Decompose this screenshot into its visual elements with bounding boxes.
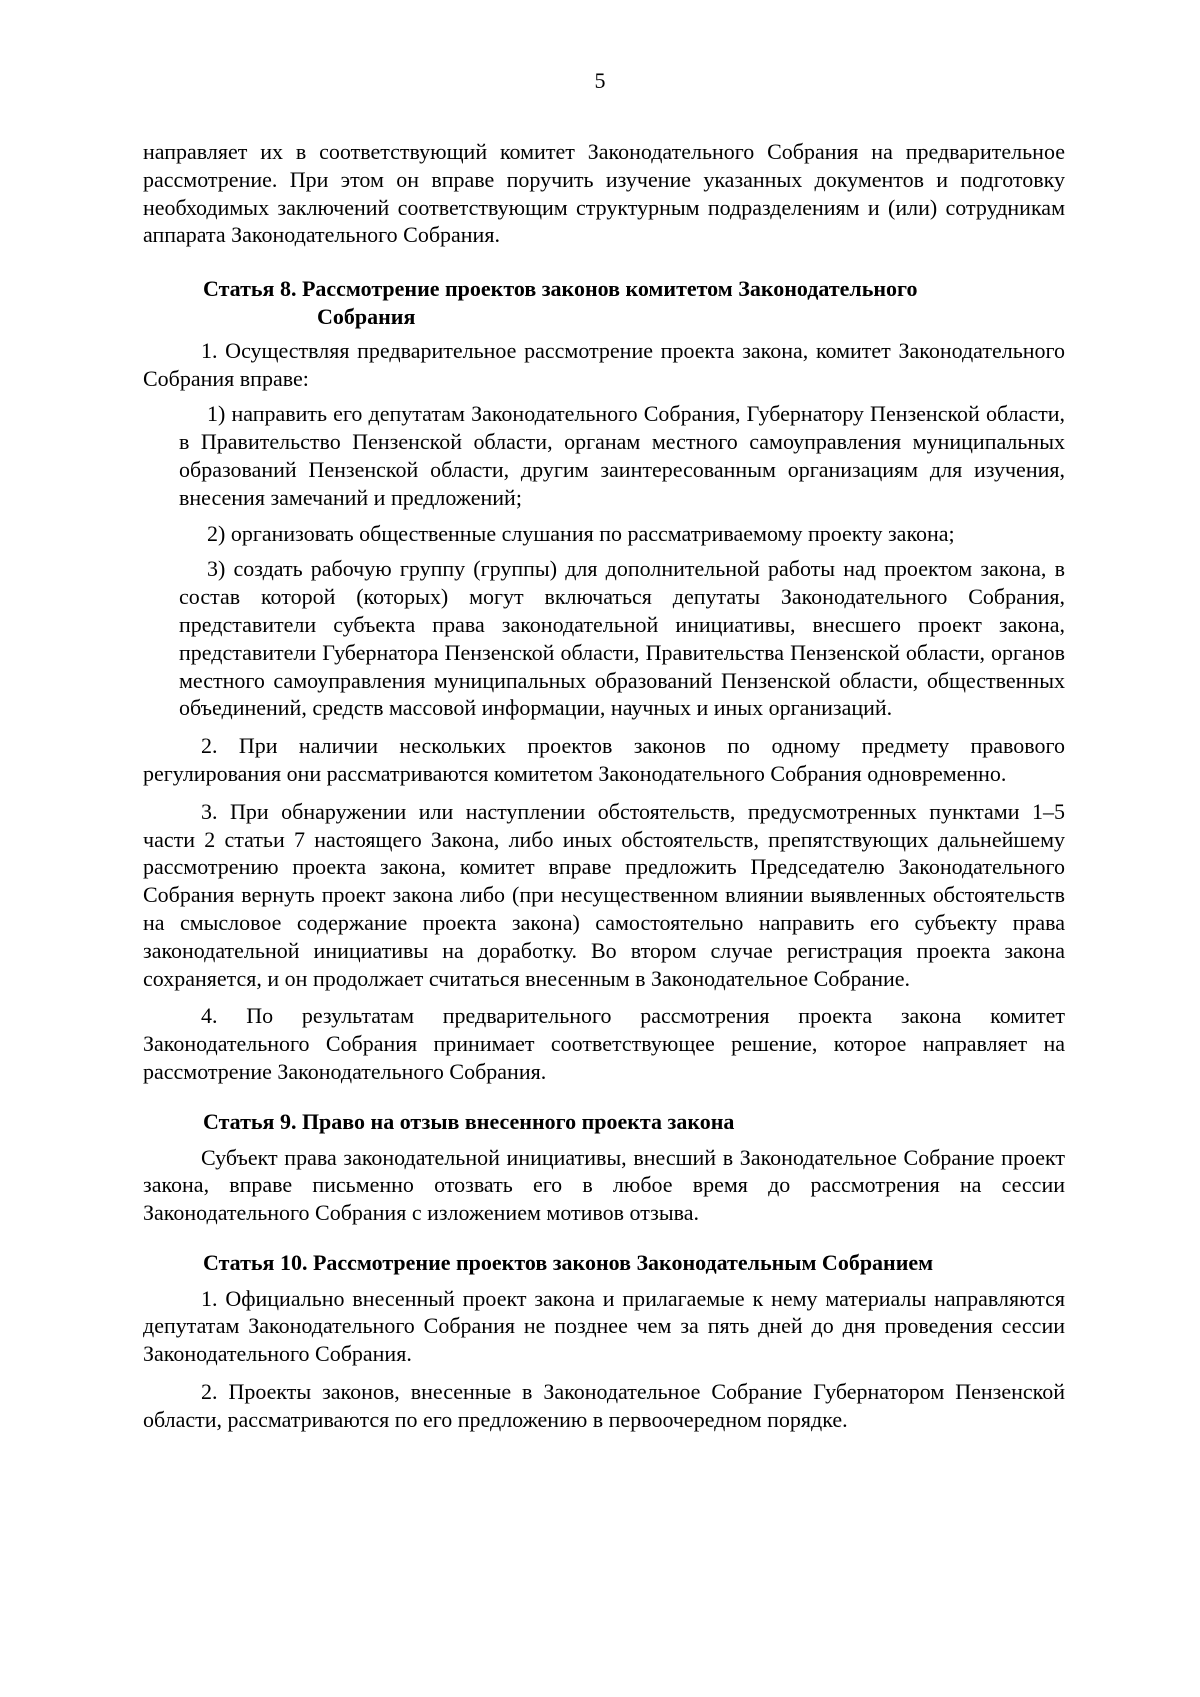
article-8-item-2: 2) организовать общественные слушания по рассматриваемому проекту закона;: [207, 520, 955, 546]
article-10-paragraph-1: 1. Официально внесенный проект закона и прилагаемые к нему материалы направляются депутатам Законодательного Собрания не позднее чем за пять дней до дня проведения сессии Законодательного Собрания.: [143, 1285, 1065, 1367]
article-8-item-3: 3) создать рабочую группу (группы) для дополнительной работы над проектом закона, в состав которой (которых) могут включаться депутаты Законодательного Собрания, представители субъекта права законодательной инициативы, внесшего проект закона, представители Губернатора Пензенской области, Правительства Пензенской области, органов местного самоуправления муниципальных образований Пензенской области, общественных объединений, средств массовой информации, научных и иных организаций.: [179, 556, 1065, 721]
document-body: [143, 138, 1065, 1434]
article-8-heading: [143, 275, 1065, 331]
article-9-heading: Статья 9. Право на отзыв внесенного проекта закона: [203, 1108, 735, 1134]
article-8-heading-line1: Статья 8. Рассмотрение проектов законов комитетом Законодательного: [203, 276, 918, 302]
article-8-paragraph-1: 1. Осуществляя предварительное рассмотрение проекта закона, комитет Законодательного Собрания вправе:: [143, 337, 1065, 391]
article-8-paragraph-2: 2. При наличии нескольких проектов законов по одному предмету правового регулирования они рассматриваются комитетом Законодательного Собрания одновременно.: [143, 733, 1065, 786]
article-8-paragraph-3: 3. При обнаружении или наступлении обстоятельств, предусмотренных пунктами 1–5 части 2 статьи 7 настоящего Закона, либо иных обстоятельств, препятствующих дальнейшему рассмотрению проекта закона, комитет вправе предложить Председателю Законодательного Собрания вернуть проект закона либо (при несущественном влиянии выявленных обстоятельств на смысловое содержание проекта закона) самостоятельно направить его субъекту права законодательной инициативы на доработку. Во втором случае регистрация проекта закона сохраняется, и он продолжает считаться внесенным в Законодательное Собрание.: [143, 798, 1065, 991]
article-10-heading: Статья 10. Рассмотрение проектов законов Законодательным Собранием: [203, 1249, 934, 1275]
article-8-item-1: 1) направить его депутатам Законодательного Собрания, Губернатору Пензенской области, в Правительство Пензенской области, органам местного самоуправления муниципальных образований Пензенской области, другим заинтересованным организациям для изучения, внесения замечаний и предложений;: [179, 401, 1065, 510]
article-9-paragraph-1: Субъект права законодательной инициативы, внесший в Законодательное Собрание проект закона, вправе письменно отозвать его в любое время до рассмотрения на сессии Законодательного Собрания с изложением мотивов отзыва.: [143, 1144, 1065, 1226]
intro-paragraph: направляет их в соответствующий комитет Законодательного Собрания на предварительное рассмотрение. При этом он вправе поручить изучение указанных документов и подготовку необходимых заключений соответствующим структурным подразделениям и (или) сотрудникам аппарата Законодательного Собрания.: [143, 139, 1065, 248]
article-8-paragraph-4: 4. По результатам предварительного рассмотрения проекта закона комитет Законодательного Собрания принимает соответствующее решение, которое направляет на рассмотрение Законодательного Собрания.: [143, 1003, 1065, 1084]
page-number: 5: [594, 68, 606, 93]
article-8-heading-line2: Собрания: [317, 303, 416, 329]
article-10-paragraph-2: 2. Проекты законов, внесенные в Законодательное Собрание Губернатором Пензенской области, рассматриваются по его предложению в первоочередном порядке.: [143, 1379, 1065, 1432]
